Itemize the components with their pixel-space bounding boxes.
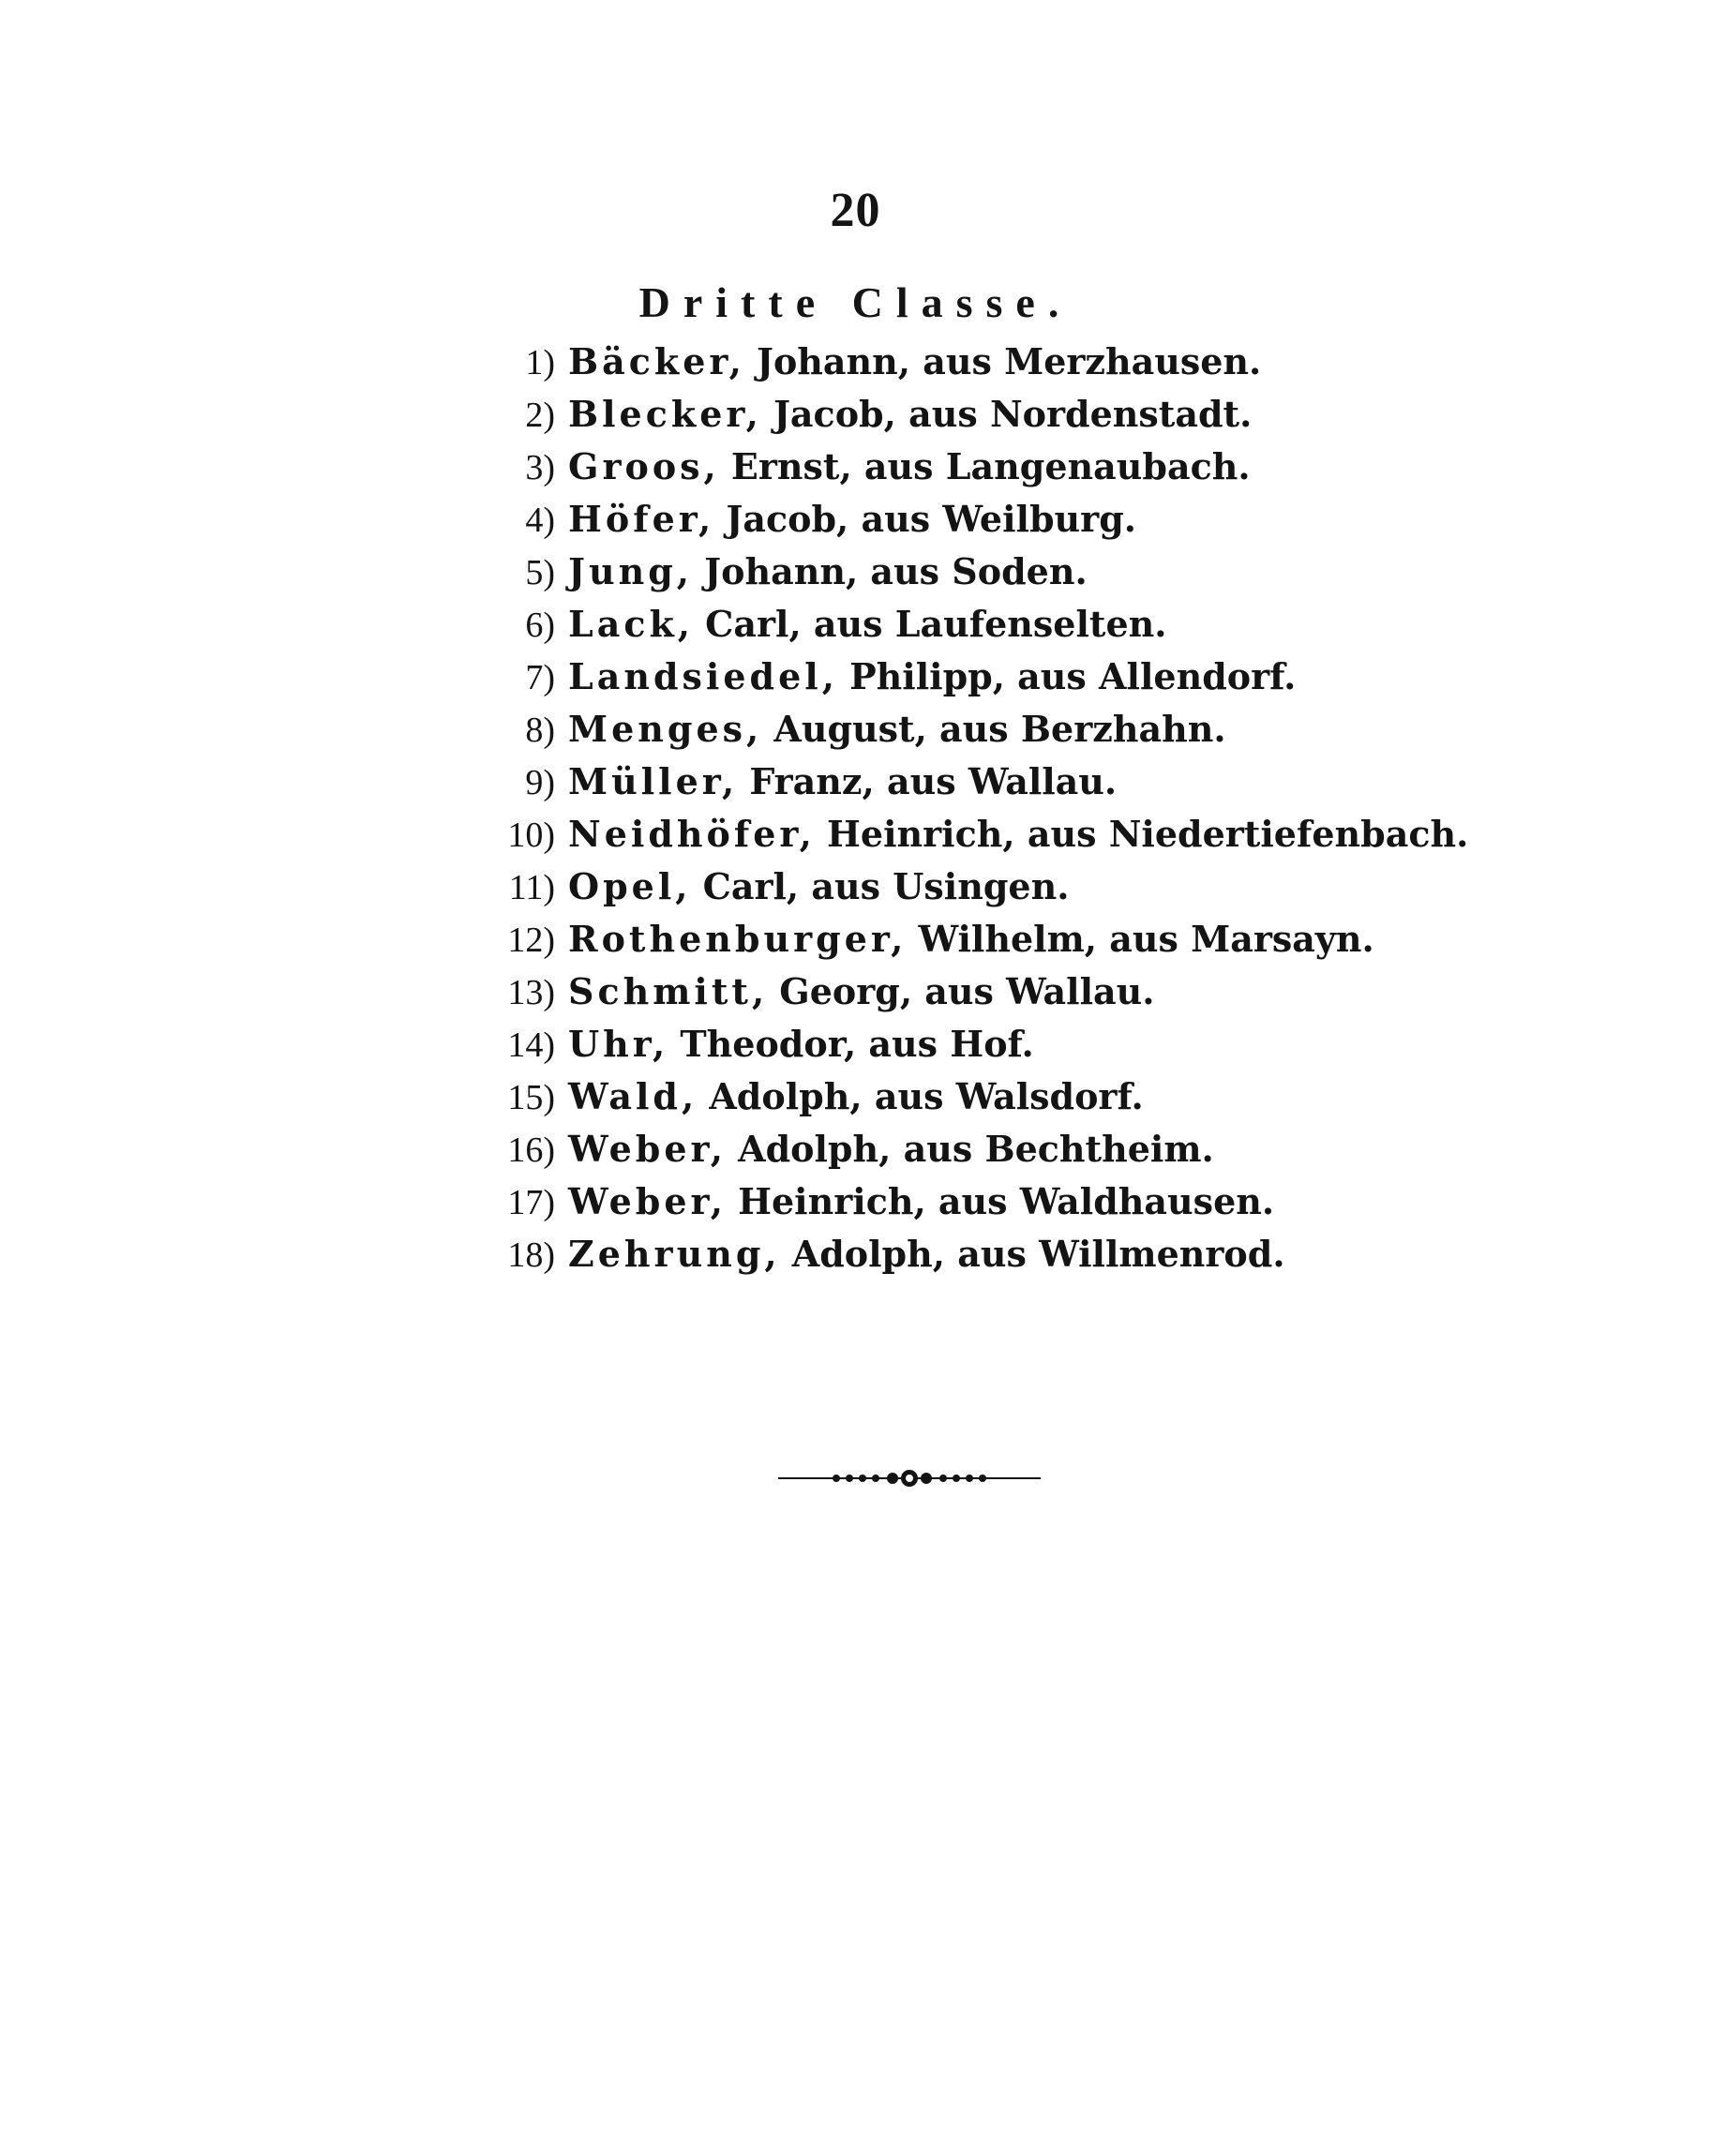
list-item bbox=[478, 493, 1468, 546]
entry-surname: Lack, bbox=[568, 603, 695, 645]
entry-surname: Opel, bbox=[568, 865, 692, 907]
entry-number: 7) bbox=[525, 658, 555, 697]
list-item bbox=[478, 651, 1468, 703]
list-item bbox=[478, 861, 1468, 913]
entry-surname: Weber, bbox=[568, 1128, 727, 1170]
entry-surname: Weber, bbox=[568, 1180, 727, 1222]
entry-number: 3) bbox=[525, 448, 555, 487]
list-item bbox=[478, 441, 1468, 493]
list-item bbox=[478, 598, 1468, 651]
entry-details: Ernst, aus Langenaubach. bbox=[730, 445, 1251, 487]
entry-surname: Groos, bbox=[568, 445, 720, 487]
list-item bbox=[478, 808, 1468, 861]
entry-number: 18) bbox=[507, 1235, 555, 1275]
page-number: 20 bbox=[830, 184, 881, 237]
list-item bbox=[478, 1071, 1468, 1123]
entry-surname: Blecker, bbox=[568, 393, 762, 435]
list-item bbox=[478, 336, 1468, 388]
entry-details: Johann, aus Soden. bbox=[704, 550, 1088, 592]
entry-surname: Müller, bbox=[568, 760, 739, 802]
entry-number: 6) bbox=[525, 606, 555, 645]
entry-details: Georg, aus Wallau. bbox=[779, 970, 1155, 1012]
entry-surname: Schmitt, bbox=[568, 970, 769, 1012]
entry-number: 5) bbox=[525, 553, 555, 592]
section-title: Dritte Classe. bbox=[638, 278, 1073, 326]
entry-surname: Menges, bbox=[568, 708, 763, 750]
entry-number: 1) bbox=[525, 343, 555, 382]
list-item bbox=[478, 913, 1468, 966]
list-item bbox=[478, 1018, 1468, 1071]
entry-number: 11) bbox=[508, 868, 555, 907]
list-item bbox=[478, 546, 1468, 598]
list-item bbox=[478, 966, 1468, 1018]
entry-number: 9) bbox=[525, 763, 555, 802]
entry-details: Adolph, aus Willmenrod. bbox=[791, 1233, 1285, 1275]
entry-details: Wilhelm, aus Marsayn. bbox=[918, 918, 1374, 960]
entry-details: Adolph, aus Bechtheim. bbox=[738, 1128, 1214, 1170]
entry-surname: Höfer, bbox=[568, 498, 715, 540]
entry-details: Heinrich, aus Niedertiefenbach. bbox=[827, 813, 1469, 855]
student-list bbox=[478, 336, 1468, 1280]
entry-number: 16) bbox=[507, 1130, 555, 1170]
list-item bbox=[478, 388, 1468, 441]
list-item bbox=[478, 1228, 1468, 1280]
entry-details: Johann, aus Merzhausen. bbox=[756, 340, 1262, 382]
list-item bbox=[478, 1175, 1468, 1228]
list-item bbox=[478, 756, 1468, 808]
entry-number: 13) bbox=[507, 973, 555, 1012]
entry-number: 15) bbox=[507, 1078, 555, 1117]
entry-details: August, aus Berzhahn. bbox=[773, 708, 1226, 750]
entry-surname: Wald, bbox=[568, 1075, 698, 1117]
entry-details: Adolph, aus Walsdorf. bbox=[709, 1075, 1144, 1117]
entry-surname: Jung, bbox=[568, 550, 694, 592]
entry-details: Carl, aus Usingen. bbox=[702, 865, 1070, 907]
ornament-divider bbox=[778, 1467, 1041, 1490]
entry-number: 17) bbox=[507, 1183, 555, 1222]
entry-number: 14) bbox=[507, 1026, 555, 1065]
list-item bbox=[478, 703, 1468, 756]
entry-number: 4) bbox=[525, 501, 555, 540]
entry-number: 2) bbox=[525, 396, 555, 435]
entry-details: Jacob, aus Nordenstadt. bbox=[773, 393, 1253, 435]
entry-details: Jacob, aus Weilburg. bbox=[726, 498, 1136, 540]
entry-surname: Zehrung, bbox=[568, 1233, 781, 1275]
entry-surname: Bäcker, bbox=[568, 340, 745, 382]
entry-surname: Neidhöfer, bbox=[568, 813, 816, 855]
entry-details: Theodor, aus Hof. bbox=[680, 1023, 1034, 1065]
entry-details: Heinrich, aus Waldhausen. bbox=[738, 1180, 1275, 1222]
entry-number: 8) bbox=[525, 711, 555, 750]
entry-surname: Rothenburger, bbox=[568, 918, 908, 960]
list-item bbox=[478, 1123, 1468, 1175]
entry-number: 10) bbox=[507, 816, 555, 855]
entry-number: 12) bbox=[507, 921, 555, 960]
entry-surname: Uhr, bbox=[568, 1023, 669, 1065]
entry-details: Philipp, aus Allendorf. bbox=[849, 655, 1297, 697]
entry-details: Franz, aus Wallau. bbox=[749, 760, 1118, 802]
entry-surname: Landsiedel, bbox=[568, 655, 838, 697]
entry-details: Carl, aus Laufenselten. bbox=[705, 603, 1167, 645]
